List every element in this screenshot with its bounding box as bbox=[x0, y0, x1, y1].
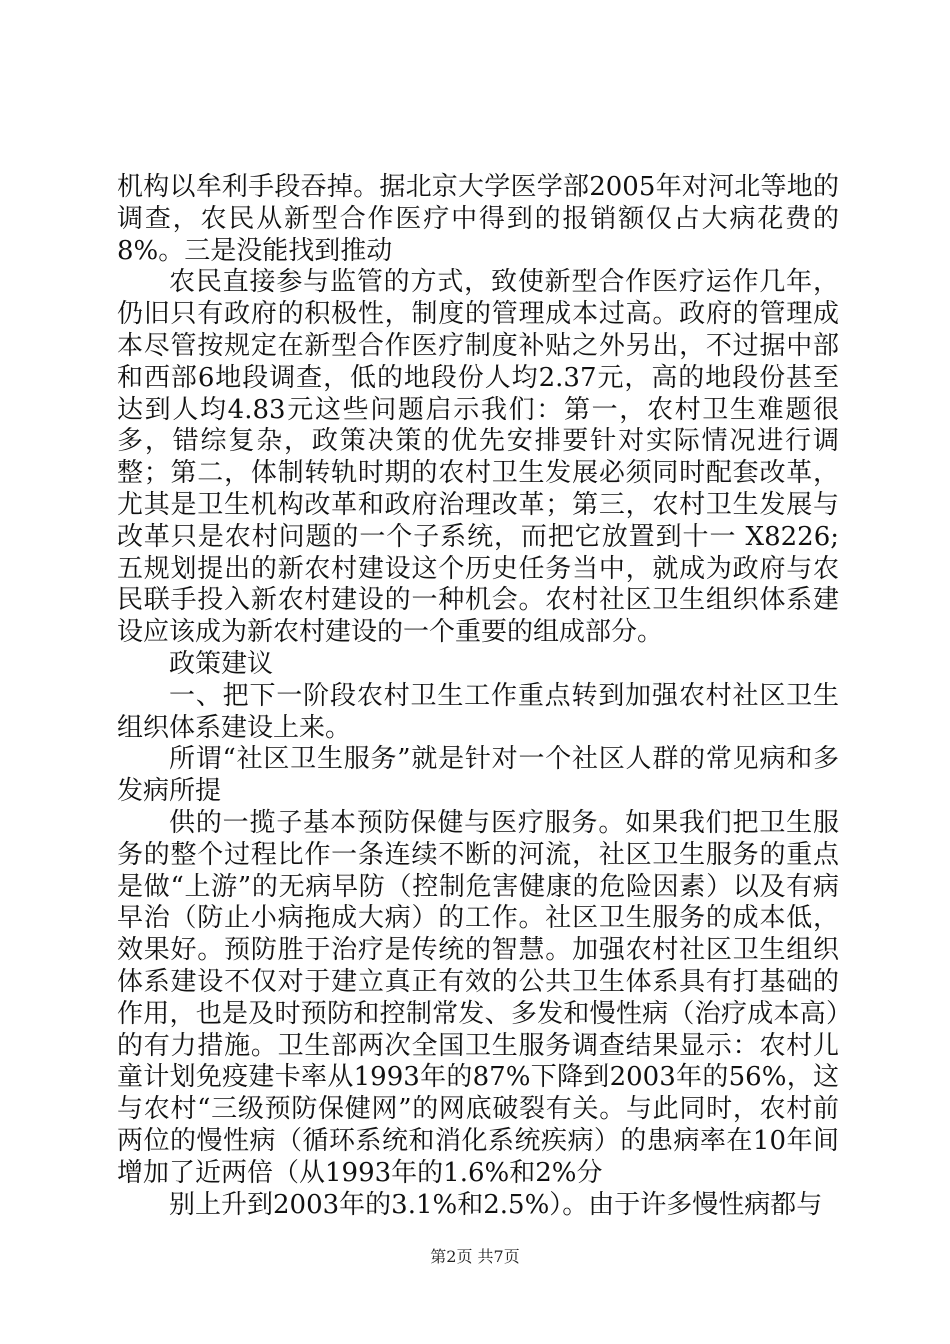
paragraph: 供的一揽子基本预防保健与医疗服务。如果我们把卫生服务的整个过程比作一条连续不断的河流，社区卫生服务的重点是做“上游”的无病早防（控制危害健康的危险因素）以及有病早治（防止小病拖成大病）的工作。社区卫生服务的成本低，效果好。预防胜于治疗是传统的智慧。加强农村社区卫生组织体系建设不仅对于建立真正有效的公共卫生体系具有打基础的作用，也是及时预防和控制常发、多发和慢性病（治疗成本高）的有力措施。卫生部两次全国卫生服务调查结果显示：农村儿童计划免疫建卡率从1993年的87%下降到2003年的56%，这与农村“三级预防保健网”的网底破裂有关。与此同时，农村前两位的慢性病（循环系统和消化系统疾病）的患病率在10年间增加了近两倍（从1993年的1.6%和2%分 bbox=[117, 807, 839, 1188]
section-heading: 政策建议 bbox=[169, 648, 274, 679]
page-number-footer: 第2页 共7页 bbox=[430, 1247, 520, 1266]
paragraph: 别上升到2003年的3.1%和2.5%）。由于许多慢性病都与 bbox=[169, 1189, 823, 1220]
paragraph: 农民直接参与监管的方式，致使新型合作医疗运作几年，仍旧只有政府的积极性，制度的管理成本过高。政府的管理成本尽管按规定在新型合作医疗制度补贴之外另出，不过据中部和西部6地段调查，低的地段份人均2.37元，高的地段份甚至达到人均4.83元这些问题启示我们：第一，农村卫生难题很多，错综复杂，政策决策的优先安排要针对实际情况进行调整；第二，体制转轨时期的农村卫生发展必须同时配套改革，尤其是卫生机构改革和政府治理改革；第三，农村卫生发展与改革只是农村问题的一个子系统，而把它放置到十一 X8226;五规划提出的新农村建设这个历史任务当中，就成为政府与农民联手投入新农村建设的一种机会。农村社区卫生组织体系建设应该成为新农村建设的一个重要的组成部分。 bbox=[117, 267, 839, 648]
paragraph-continuation: 机构以牟利手段吞掉。据北京大学医学部2005年对河北等地的调查，农民从新型合作医疗中得到的报销额仅占大病花费的8%。三是没能找到推动 bbox=[117, 172, 839, 266]
paragraph: 一、把下一阶段农村卫生工作重点转到加强农村社区卫生组织体系建设上来。 bbox=[117, 680, 839, 743]
paragraph: 所谓“社区卫生服务”就是针对一个社区人群的常见病和多发病所提 bbox=[117, 744, 839, 807]
document-body bbox=[117, 172, 839, 1221]
